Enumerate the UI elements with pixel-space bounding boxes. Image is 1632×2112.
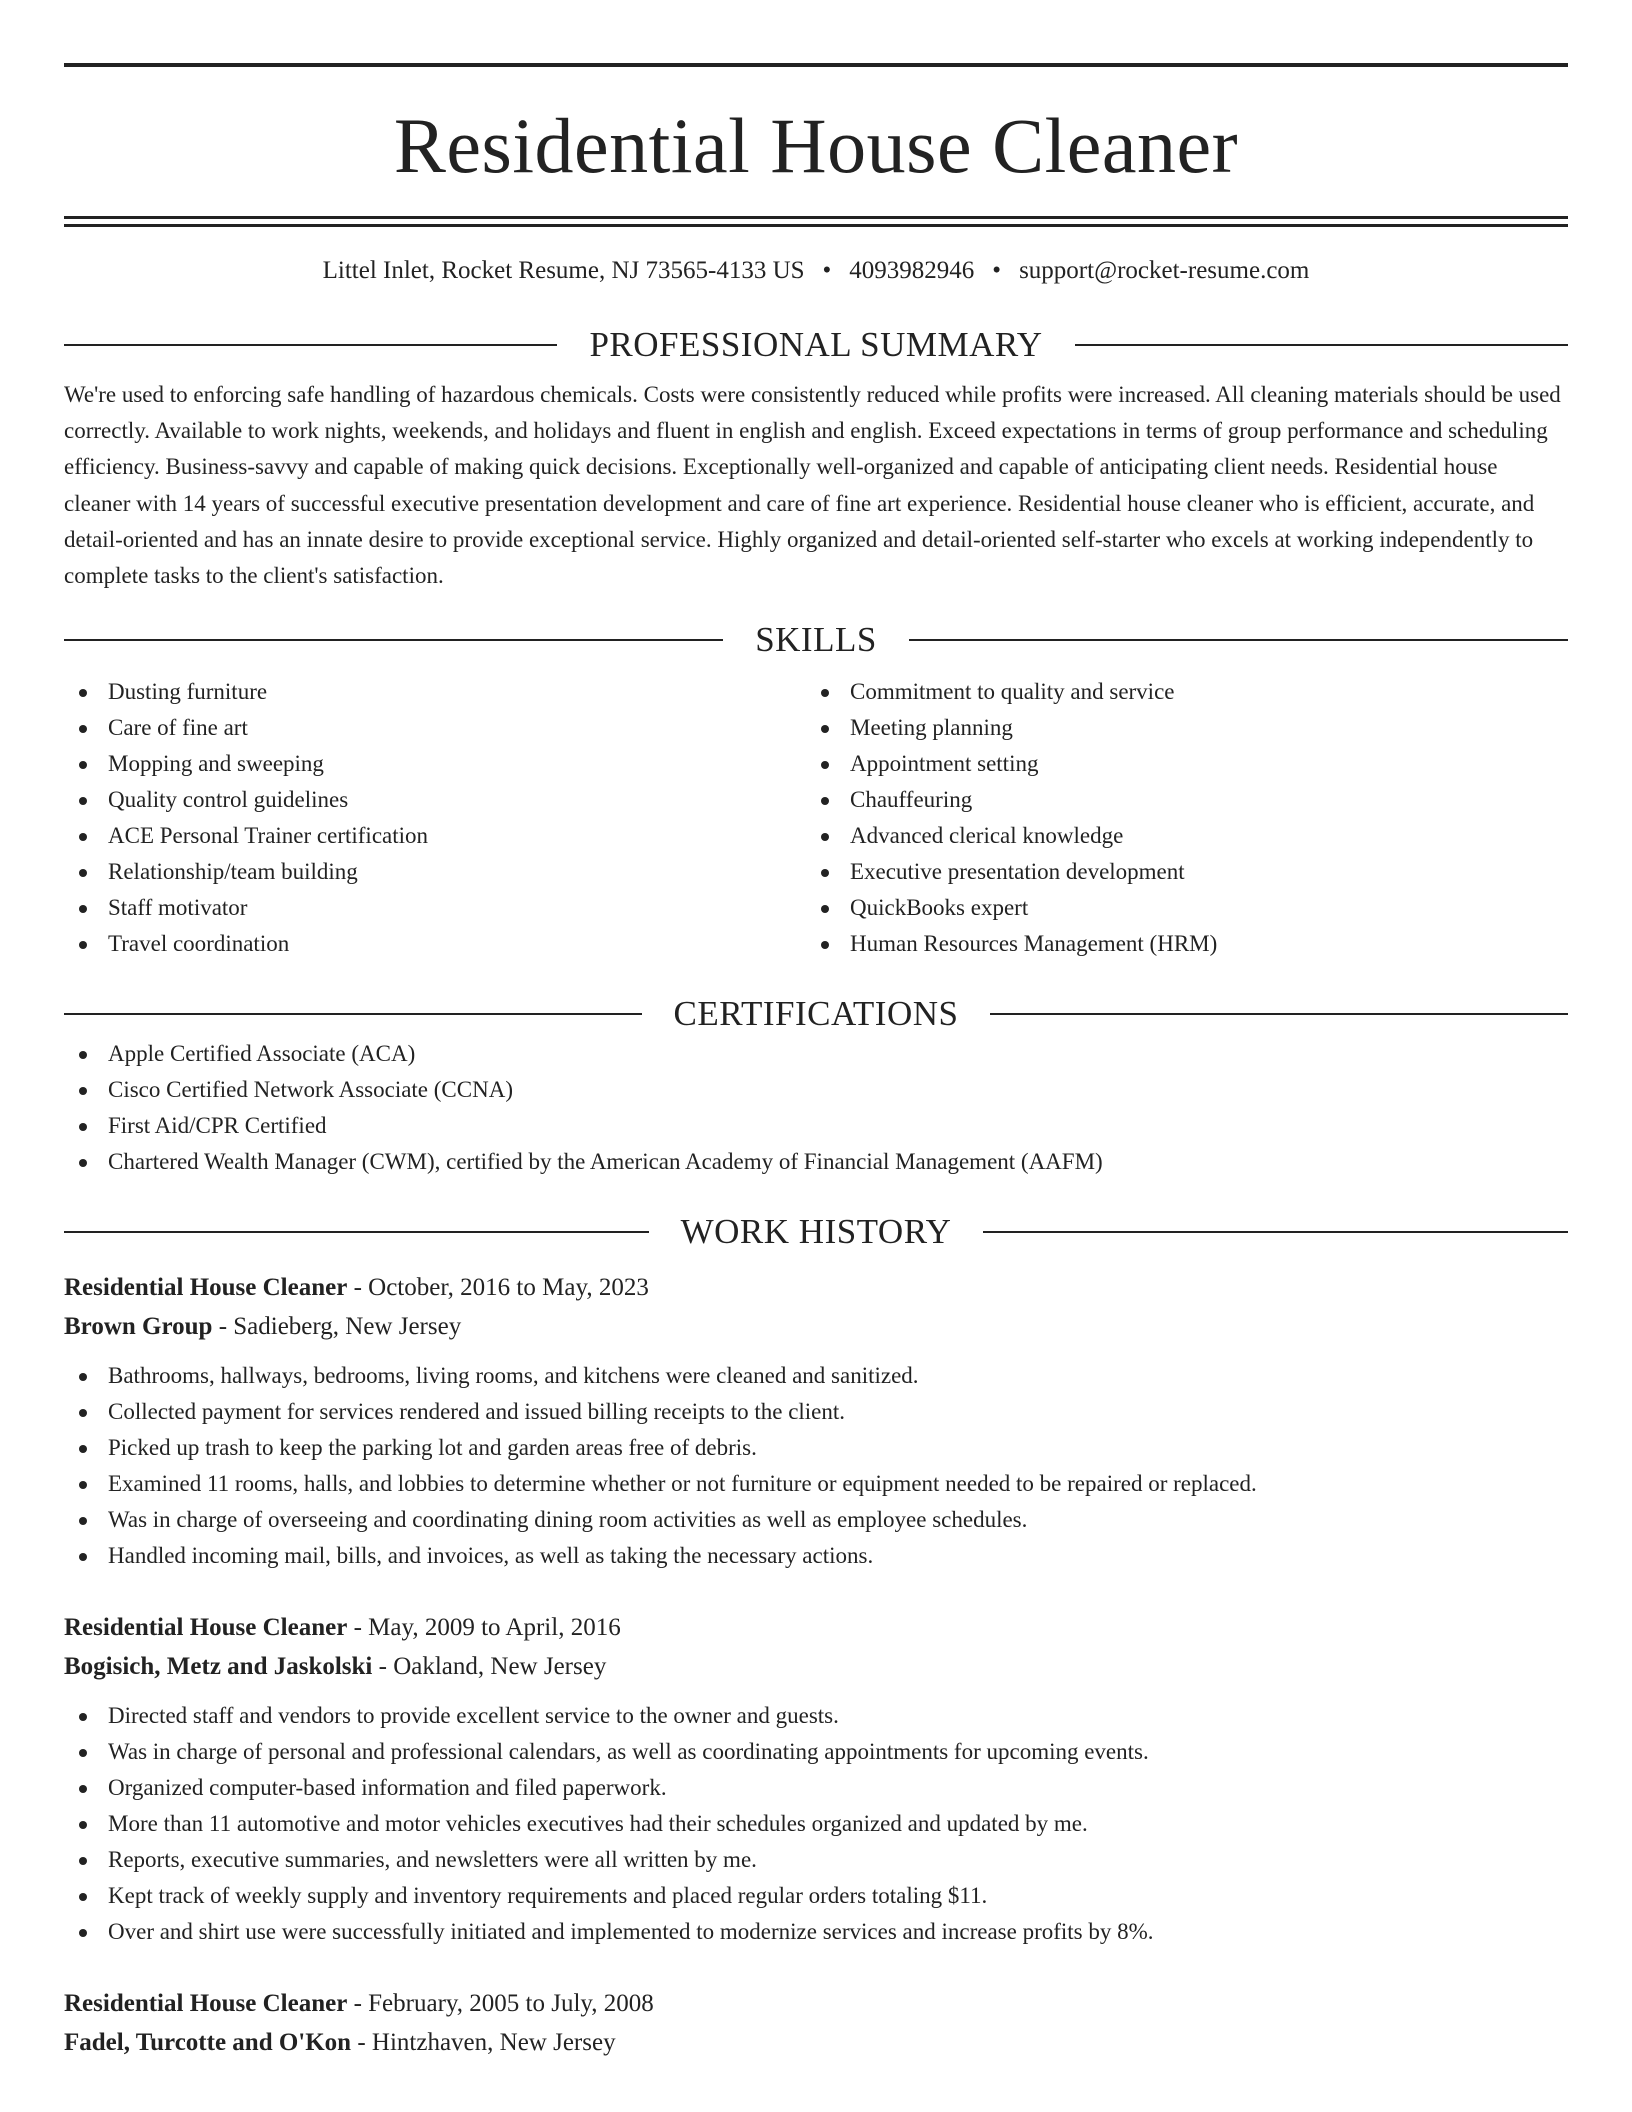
contact-separator: • <box>822 257 832 284</box>
heading-rule-left <box>64 1231 649 1233</box>
job-title: Residential House Cleaner <box>64 1614 348 1642</box>
heading-rule-left <box>64 639 723 641</box>
job-title: Residential House Cleaner <box>64 1990 348 2018</box>
job-duty-item: Collected payment for services rendered and issued billing receipts to the client. <box>64 1394 1568 1430</box>
certification-item: Apple Certified Associate (ACA) <box>64 1036 1568 1072</box>
job-title-line <box>64 1608 1568 1647</box>
skills-left-column <box>64 674 806 962</box>
work-history-list <box>64 1268 1568 2062</box>
job-dates: - October, 2016 to May, 2023 <box>347 1274 649 1302</box>
contact-email: support@rocket-resume.com <box>1019 257 1310 284</box>
job-duty-item: Examined 11 rooms, halls, and lobbies to determine whether or not furniture or equipment needed to be repaired or replaced. <box>64 1466 1568 1502</box>
top-rule <box>64 63 1568 67</box>
skill-item: Mopping and sweeping <box>64 746 806 782</box>
skill-item: Travel coordination <box>64 926 806 962</box>
skill-item: Care of fine art <box>64 710 806 746</box>
job-duty-item: Reports, executive summaries, and newsletters were all written by me. <box>64 1842 1568 1878</box>
job-dates: - May, 2009 to April, 2016 <box>347 1614 621 1642</box>
job-company: Bogisich, Metz and Jaskolski <box>64 1653 373 1681</box>
job-duty-item: Over and shirt use were successfully initiated and implemented to modernize services and increase profits by 8%. <box>64 1914 1568 1950</box>
job-duty-item: Bathrooms, hallways, bedrooms, living rooms, and kitchens were cleaned and sanitized. <box>64 1358 1568 1394</box>
job-location: - Sadieberg, New Jersey <box>212 1313 462 1341</box>
job-duty-item: Was in charge of overseeing and coordinating dining room activities as well as employee schedules. <box>64 1502 1568 1538</box>
skills-right-column <box>806 674 1548 962</box>
job-duty-item: Directed staff and vendors to provide excellent service to the owner and guests. <box>64 1698 1568 1734</box>
job-company-line <box>64 2023 1568 2062</box>
work-history-heading-title: WORK HISTORY <box>680 1212 952 1252</box>
resume-page <box>64 0 1568 2062</box>
double-rule <box>64 216 1568 227</box>
certifications-list <box>64 1036 1568 1180</box>
job-title: Residential House Cleaner <box>64 1274 348 1302</box>
work-history-heading <box>64 1210 1568 1254</box>
skill-item: Advanced clerical knowledge <box>806 818 1548 854</box>
job-title-line <box>64 1268 1568 1307</box>
job-company: Brown Group <box>64 1313 213 1341</box>
job-duty-item: Kept track of weekly supply and inventory requirements and placed regular orders totaling $11. <box>64 1878 1568 1914</box>
job-entry <box>64 1608 1568 1950</box>
contact-address: Littel Inlet, Rocket Resume, NJ 73565-4133 US <box>322 257 805 284</box>
job-company-line <box>64 1647 1568 1686</box>
job-entry <box>64 1984 1568 2062</box>
job-entry <box>64 1268 1568 1574</box>
summary-heading <box>64 323 1568 367</box>
job-company: Fadel, Turcotte and O'Kon <box>64 2029 352 2057</box>
job-title-line <box>64 1984 1568 2023</box>
skill-item: Human Resources Management (HRM) <box>806 926 1548 962</box>
skills-grid <box>64 674 1568 962</box>
certifications-heading <box>64 992 1568 1036</box>
contact-phone: 4093982946 <box>849 257 975 284</box>
heading-rule-right <box>990 1013 1568 1015</box>
job-duties-list <box>64 1358 1568 1574</box>
skill-item: Appointment setting <box>806 746 1548 782</box>
contact-line <box>64 255 1568 287</box>
job-dates: - February, 2005 to July, 2008 <box>347 1990 654 2018</box>
heading-rule-left <box>64 344 557 346</box>
job-duty-item: More than 11 automotive and motor vehicles executives had their schedules organized and updated by me. <box>64 1806 1568 1842</box>
job-duties-list <box>64 1698 1568 1950</box>
skill-item: Dusting furniture <box>64 674 806 710</box>
certification-item: Chartered Wealth Manager (CWM), certified by the American Academy of Financial Management (AAFM) <box>64 1144 1568 1180</box>
skill-item: Relationship/team building <box>64 854 806 890</box>
skill-item: QuickBooks expert <box>806 890 1548 926</box>
skills-right-list <box>806 674 1548 962</box>
skill-item: Meeting planning <box>806 710 1548 746</box>
summary-text: We're used to enforcing safe handling of hazardous chemicals. Costs were consistently reduced while profits were increased. All cleaning materials should be used correctly. Available to work nights, weekends, and holidays and fluent in english and english. Exceed expectations in terms of group performance and scheduling efficiency. Business-savvy and capable of making quick decisions. Exceptionally well-organized and capable of anticipating client needs. Residential house cleaner with 14 years of successful executive presentation development and care of fine art experience. Residential house cleaner who is efficient, accurate, and detail-oriented and has an innate desire to provide exceptional service. Highly organized and detail-oriented self-starter who excels at working independently to complete tasks to the client's satisfaction. <box>64 382 1561 589</box>
job-location: - Oakland, New Jersey <box>372 1653 607 1681</box>
job-duty-item: Handled incoming mail, bills, and invoices, as well as taking the necessary actions. <box>64 1538 1568 1574</box>
skill-item: Staff motivator <box>64 890 806 926</box>
summary-heading-title: PROFESSIONAL SUMMARY <box>589 325 1043 364</box>
job-company-line <box>64 1307 1568 1346</box>
job-location: - Hintzhaven, New Jersey <box>351 2029 616 2057</box>
heading-rule-right <box>909 639 1568 641</box>
job-duty-item: Was in charge of personal and professional calendars, as well as coordinating appointments for upcoming events. <box>64 1734 1568 1770</box>
skill-item: ACE Personal Trainer certification <box>64 818 806 854</box>
skills-heading <box>64 618 1568 662</box>
certification-item: Cisco Certified Network Associate (CCNA) <box>64 1072 1568 1108</box>
heading-rule-left <box>64 1013 642 1015</box>
skill-item: Quality control guidelines <box>64 782 806 818</box>
skill-item: Chauffeuring <box>806 782 1548 818</box>
skills-heading-title: SKILLS <box>755 620 877 660</box>
job-duty-item: Organized computer-based information and filed paperwork. <box>64 1770 1568 1806</box>
certifications-heading-title: CERTIFICATIONS <box>673 994 959 1034</box>
skill-item: Commitment to quality and service <box>806 674 1548 710</box>
contact-separator: • <box>992 257 1002 284</box>
certification-item: First Aid/CPR Certified <box>64 1108 1568 1144</box>
job-duty-item: Picked up trash to keep the parking lot and garden areas free of debris. <box>64 1430 1568 1466</box>
skill-item: Executive presentation development <box>806 854 1548 890</box>
heading-rule-right <box>1075 344 1568 346</box>
skills-left-list <box>64 674 806 962</box>
heading-rule-right <box>983 1231 1568 1233</box>
resume-name: Residential House Cleaner <box>393 102 1239 189</box>
